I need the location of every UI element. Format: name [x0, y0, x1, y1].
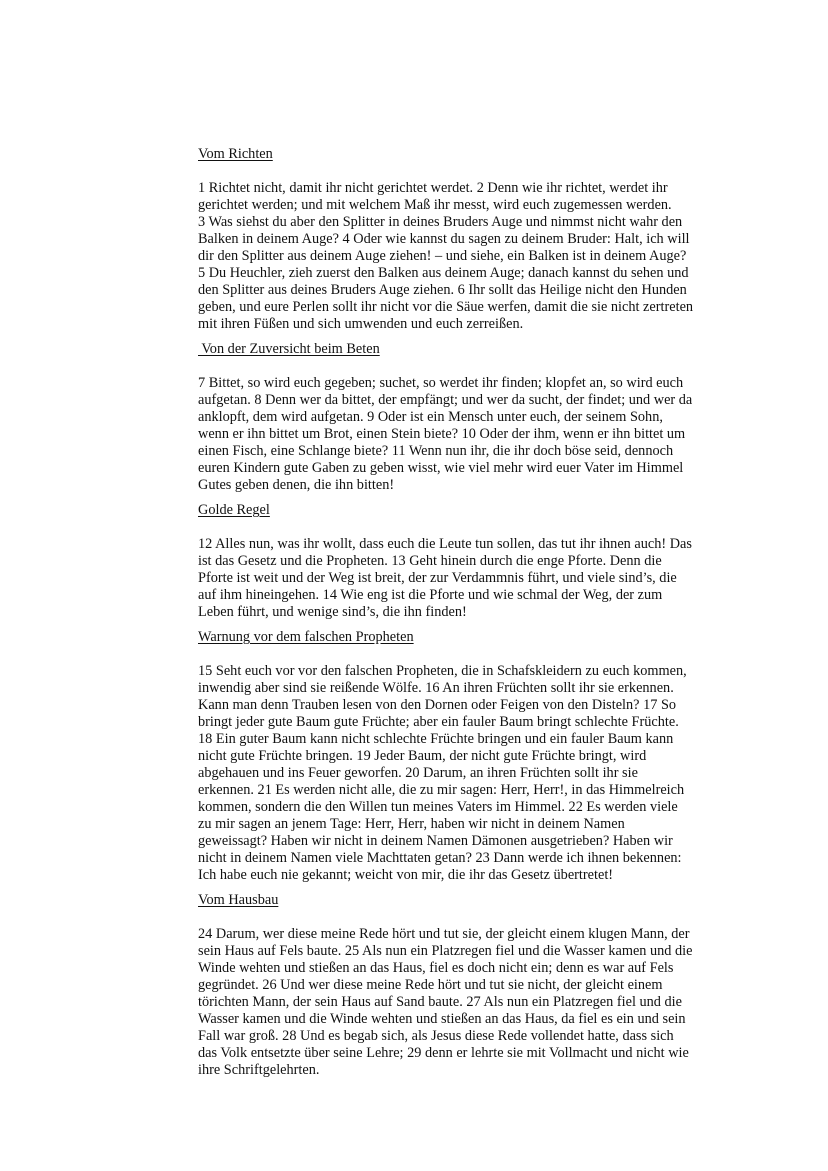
text-line: wenn er ihn bittet um Brot, einen Stein biete? 10 Oder der ihm, wenn er ihn bittet um: [198, 426, 686, 442]
text-line: geben, und eure Perlen sollt ihr nicht vor die Säue werfen, damit die sie nicht zertreten: [198, 299, 694, 315]
text-line: Balken in deinem Auge? 4 Oder wie kannst du sagen zu deinem Bruder: Halt, ich will: [198, 231, 690, 247]
section-paragraph: [198, 536, 748, 621]
document-section: [198, 629, 748, 892]
text-line: erkennen. 21 Es werden nicht alle, die zu mir sagen: Herr, Herr!, in das Himmelreich: [198, 782, 685, 798]
text-line: geweissagt? Haben wir nicht in deinem Namen Dämonen ausgetrieben? Haben wir: [198, 833, 673, 849]
text-line: Wasser kamen und die Winde wehten und stießen an das Haus, da fiel es ein und sein: [198, 1011, 686, 1027]
text-line: auf ihm hineingehen. 14 Wie eng ist die Pforte und wie schmal der Weg, der zum: [198, 587, 663, 603]
text-line: dir den Splitter aus deinem Auge ziehen! – und siehe, ein Balken ist in deinem Auge?: [198, 248, 687, 264]
text-line: kommen, sondern die den Willen tun meines Vaters im Himmel. 22 Es werden viele: [198, 799, 678, 815]
text-line: 18 Ein guter Baum kann nicht schlechte Früchte bringen und ein fauler Baum kann: [198, 731, 674, 747]
text-line: 12 Alles nun, was ihr wollt, dass euch die Leute tun sollen, das tut ihr ihnen auch! Das: [198, 536, 692, 552]
section-gap: [198, 494, 748, 502]
text-line: nicht gute Früchte bringen. 19 Jeder Baum, der nicht gute Früchte bringt, wird: [198, 748, 647, 764]
text-line: einen Fisch, eine Schlange biete? 11 Wenn nun ihr, die ihr doch böse seid, dennoch: [198, 443, 674, 459]
text-line: ist das Gesetz und die Propheten. 13 Geht hinein durch die enge Pforte. Denn die: [198, 553, 662, 569]
section-paragraph: [198, 663, 748, 884]
text-line: gegründet. 26 Und wer diese meine Rede hört und tut sie nicht, der gleicht einem: [198, 977, 663, 993]
text-line: anklopft, dem wird aufgetan. 9 Oder ist ein Mensch unter euch, der seinem Sohn,: [198, 409, 663, 425]
text-line: 5 Du Heuchler, zieh zuerst den Balken aus deinem Auge; danach kannst du sehen und: [198, 265, 689, 281]
text-line: Winde wehten und stießen an das Haus, fiel es doch nicht ein; denn es war auf Fels: [198, 960, 674, 976]
section-heading: Warnung vor dem falschen Propheten: [198, 629, 414, 645]
text-line: 3 Was siehst du aber den Splitter in deines Bruders Auge und nimmst nicht wahr den: [198, 214, 683, 230]
text-line: aufgetan. 8 Denn wer da bittet, der empfängt; und wer da sucht, der findet; und wer da: [198, 392, 693, 408]
text-line: zu mir sagen an jenem Tage: Herr, Herr, haben wir nicht in deinem Namen: [198, 816, 625, 832]
text-line: nicht in deinem Namen viele Machttaten getan? 23 Dann werde ich ihnen bekennen:: [198, 850, 682, 866]
text-line: 7 Bittet, so wird euch gegeben; suchet, so werdet ihr finden; klopfet an, so wird euch: [198, 375, 684, 391]
text-line: mit ihren Füßen und sich umwenden und euch zerreißen.: [198, 316, 524, 332]
text-line: 1 Richtet nicht, damit ihr nicht gerichtet werdet. 2 Denn wie ihr richtet, werdet ihr: [198, 180, 668, 196]
text-line: sein Haus auf Fels baute. 25 Als nun ein Platzregen fiel und die Wasser kamen und die: [198, 943, 693, 959]
text-line: Kann man denn Trauben lesen von den Dornen oder Feigen von den Disteln? 17 So: [198, 697, 677, 713]
text-line: euren Kindern gute Gaben zu geben wisst, wie viel mehr wird euer Vater im Himmel: [198, 460, 684, 476]
text-line: Pforte ist weit und der Weg ist breit, der zur Verdammnis führt, und viele sind’s, die: [198, 570, 677, 586]
document-section: [198, 502, 748, 629]
section-gap: [198, 333, 748, 341]
document-section: [198, 341, 748, 502]
text-line: törichten Mann, der sein Haus auf Sand baute. 27 Als nun ein Platzregen fiel und die: [198, 994, 682, 1010]
text-line: das Volk entsetzte über seine Lehre; 29 denn er lehrte sie mit Vollmacht und nicht wie: [198, 1045, 689, 1061]
section-heading: Vom Richten: [198, 146, 273, 162]
text-line: 24 Darum, wer diese meine Rede hört und tut sie, der gleicht einem klugen Mann, der: [198, 926, 690, 942]
section-gap: [198, 621, 748, 629]
section-heading: Vom Hausbau: [198, 892, 279, 908]
text-line: Gutes geben denen, die ihn bitten!: [198, 477, 395, 493]
text-line: abgehauen und ins Feuer geworfen. 20 Darum, an ihren Früchten sollt ihr sie: [198, 765, 638, 781]
text-line: inwendig aber sind sie reißende Wölfe. 16 An ihren Früchten sollt ihr sie erkennen.: [198, 680, 674, 696]
section-paragraph: [198, 375, 748, 494]
section-heading: Golde Regel: [198, 502, 270, 518]
text-line: ihre Schriftgelehrten.: [198, 1062, 320, 1078]
document-body: [198, 146, 748, 1079]
document-section: [198, 892, 748, 1079]
text-line: den Splitter aus deines Bruders Auge ziehen. 6 Ihr sollt das Heilige nicht den Hunden: [198, 282, 687, 298]
document-section: [198, 146, 748, 341]
text-line: bringt jeder gute Baum gute Früchte; aber ein fauler Baum bringt schlechte Früchte.: [198, 714, 679, 730]
text-line: gerichtet werden; und mit welchem Maß ihr messt, wird euch zugemessen werden.: [198, 197, 672, 213]
text-line: Fall war groß. 28 Und es begab sich, als Jesus diese Rede vollendet hatte, dass sich: [198, 1028, 674, 1044]
section-paragraph: [198, 926, 748, 1079]
text-line: Leben führt, und wenige sind’s, die ihn finden!: [198, 604, 467, 620]
section-heading: Von der Zuversicht beim Beten: [198, 341, 380, 357]
text-line: Ich habe euch nie gekannt; weicht von mir, die ihr das Gesetz übertretet!: [198, 867, 614, 883]
section-paragraph: [198, 180, 748, 333]
section-gap: [198, 884, 748, 892]
text-line: 15 Seht euch vor vor den falschen Propheten, die in Schafskleidern zu euch kommen,: [198, 663, 687, 679]
